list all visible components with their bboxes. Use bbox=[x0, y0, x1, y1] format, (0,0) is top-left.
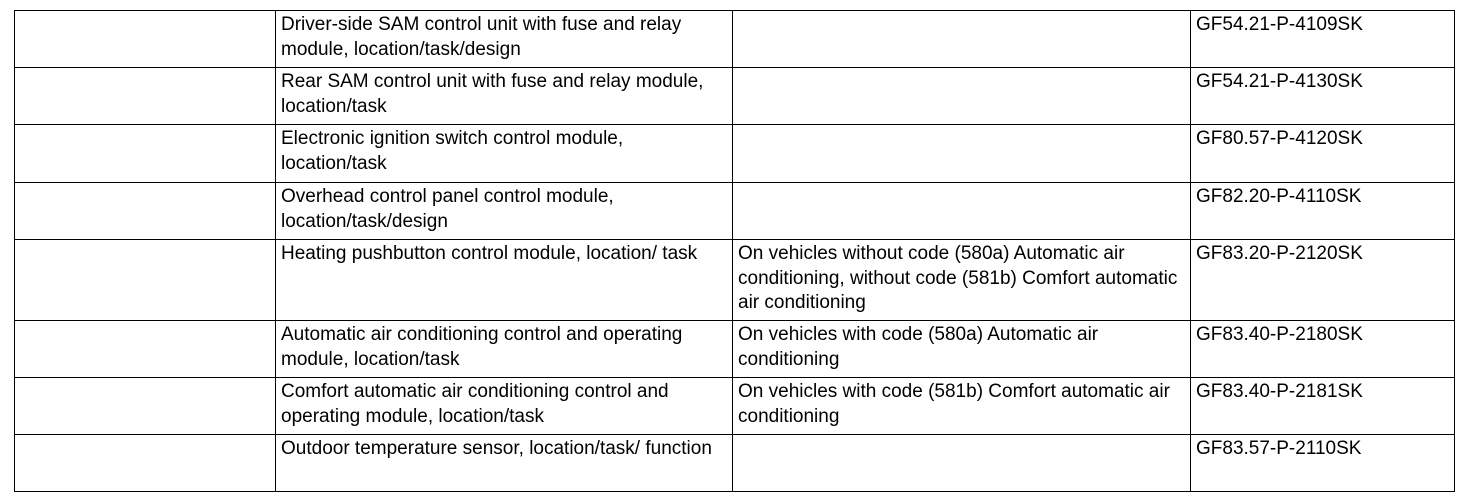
condition-cell bbox=[733, 435, 1191, 492]
table-row bbox=[15, 11, 1455, 68]
table-row bbox=[15, 321, 1455, 378]
document-number-cell: GF82.20-P-4110SK bbox=[1191, 183, 1455, 240]
condition-cell bbox=[733, 11, 1191, 68]
component-cell: Outdoor temperature sensor, location/task/ function bbox=[276, 435, 733, 492]
condition-cell bbox=[733, 68, 1191, 125]
condition-cell: On vehicles with code (581b) Comfort automatic air conditioning bbox=[733, 378, 1191, 435]
document-number-cell: GF83.57-P-2110SK bbox=[1191, 435, 1455, 492]
condition-cell: On vehicles without code (580a) Automatic air conditioning, without code (581b) Comfort automatic air conditioning bbox=[733, 240, 1191, 321]
component-cell: Comfort automatic air conditioning control and operating module, location/task bbox=[276, 378, 733, 435]
component-cell: Electronic ignition switch control module, location/task bbox=[276, 125, 733, 183]
document-number-cell: GF54.21-P-4109SK bbox=[1191, 11, 1455, 68]
document-number-cell: GF83.20-P-2120SK bbox=[1191, 240, 1455, 321]
blank-cell bbox=[15, 240, 276, 321]
component-cell: Driver-side SAM control unit with fuse and relay module, location/task/design bbox=[276, 11, 733, 68]
blank-cell bbox=[15, 11, 276, 68]
component-cell: Overhead control panel control module, location/task/design bbox=[276, 183, 733, 240]
blank-cell bbox=[15, 378, 276, 435]
component-cell: Heating pushbutton control module, location/ task bbox=[276, 240, 733, 321]
component-cell: Rear SAM control unit with fuse and relay module, location/task bbox=[276, 68, 733, 125]
table-row bbox=[15, 68, 1455, 125]
condition-cell bbox=[733, 125, 1191, 183]
component-cell: Automatic air conditioning control and operating module, location/task bbox=[276, 321, 733, 378]
blank-cell bbox=[15, 183, 276, 240]
table-row bbox=[15, 435, 1455, 492]
document-number-cell: GF54.21-P-4130SK bbox=[1191, 68, 1455, 125]
blank-cell bbox=[15, 321, 276, 378]
blank-cell bbox=[15, 68, 276, 125]
blank-cell bbox=[15, 125, 276, 183]
table-row bbox=[15, 125, 1455, 183]
table-row bbox=[15, 240, 1455, 321]
document-number-cell: GF83.40-P-2181SK bbox=[1191, 378, 1455, 435]
document-number-cell: GF80.57-P-4120SK bbox=[1191, 125, 1455, 183]
condition-cell bbox=[733, 183, 1191, 240]
condition-cell: On vehicles with code (580a) Automatic air conditioning bbox=[733, 321, 1191, 378]
document-number-cell: GF83.40-P-2180SK bbox=[1191, 321, 1455, 378]
table-row bbox=[15, 183, 1455, 240]
blank-cell bbox=[15, 435, 276, 492]
document-table bbox=[14, 10, 1455, 492]
table-row bbox=[15, 378, 1455, 435]
